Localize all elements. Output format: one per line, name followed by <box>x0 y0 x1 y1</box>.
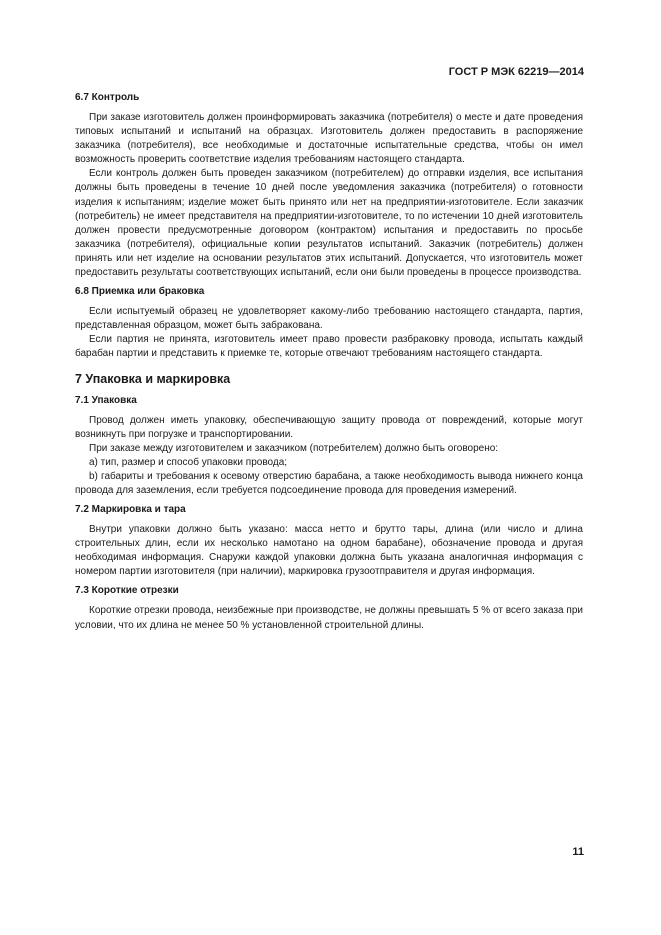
paragraph: При заказе изготовитель должен проинформировать заказчика (потребителя) о месте и дате проведения типовых испытаний и испытаний на образцах. Изготовитель должен предоставить в распоряжение заказчика (потребителя), все необходимые и достаточные испытательные средства, чтобы он имел возможность проверить соответствие изделия требованиям настоящего стандарта. <box>75 112 583 166</box>
paragraph: Провод должен иметь упаковку, обеспечивающую защиту провода от повреждений, которые могут возникнуть при погрузке и транспортировании. <box>75 414 583 440</box>
heading-7-2: 7.2 Маркировка и тара <box>75 504 186 516</box>
heading-7: 7 Упаковка и маркировка <box>75 371 231 386</box>
paragraph: Внутри упаковки должно быть указано: масса нетто и брутто тары, длина (или число и длина строительных длин, если их несколько намотано на одном барабане), обозначение провода и другая необходимая информация. Снаружи каждой упаковки должна быть указана аналогичная информация с номером партии изготовителя (при наличии), маркировка грузоотправителя и другая информация. <box>75 524 583 578</box>
paragraph: Если испытуемый образец не удовлетворяет какому-либо требованию настоящего стандарта, партия, представленная образцом, может быть забракована. <box>75 306 583 332</box>
document-body <box>75 92 583 633</box>
list-item: b) габариты и требования к осевому отверстию барабана, а также необходимость вывода нижнего конца провода для заземления, если требуется подсоединение провода для проведения измерений. <box>75 470 583 496</box>
paragraph: При заказе между изготовителем и заказчиком (потребителем) должно быть оговорено: <box>89 442 499 454</box>
paragraph: Если партия не принята, изготовитель имеет право провести разбраковку провода, испытать каждый барабан партии и представить к приемке те, которые отвечают требованиям настоящего стандарта. <box>75 334 583 360</box>
heading-6-7: 6.7 Контроль <box>75 92 140 103</box>
standard-designation: ГОСТ Р МЭК 62219—2014 <box>448 66 584 78</box>
heading-7-1: 7.1 Упаковка <box>75 394 137 406</box>
page-number: 11 <box>572 846 584 858</box>
paragraph: Если контроль должен быть проведен заказчиком (потребителем) до отправки изделия, все испытания должны быть проведены в течение 10 дней после уведомления заказчика (потребителя) о готовности изделия к испытаниям; изделие может быть принято или нет на предприятии-изготовителе. Если заказчик (потребитель) не имеет представителя на предприятии-изготовителе, то по истечении 10 дней изготовитель должен провести предусмотренные договором (контрактом) испытания и предоставить по просьбе заказчика (потребителя), официальные копии результатов испытаний. Заказчик (потребитель) должен принять или нет изделие на основании результатов этих испытаний. Допускается, что изготовитель может предоставить результаты соответствующих испытаний, если они были проведены в процессе производства. <box>75 168 583 279</box>
paragraph: Короткие отрезки провода, неизбежные при производстве, не должны превышать 5 % от всего заказа при условии, что их длина не менее 50 % установленной строительной длины. <box>75 605 583 631</box>
list-item: a) тип, размер и способ упаковки провода; <box>89 456 288 468</box>
heading-7-3: 7.3 Короткие отрезки <box>75 585 179 597</box>
heading-6-8: 6.8 Приемка или браковка <box>75 286 205 298</box>
